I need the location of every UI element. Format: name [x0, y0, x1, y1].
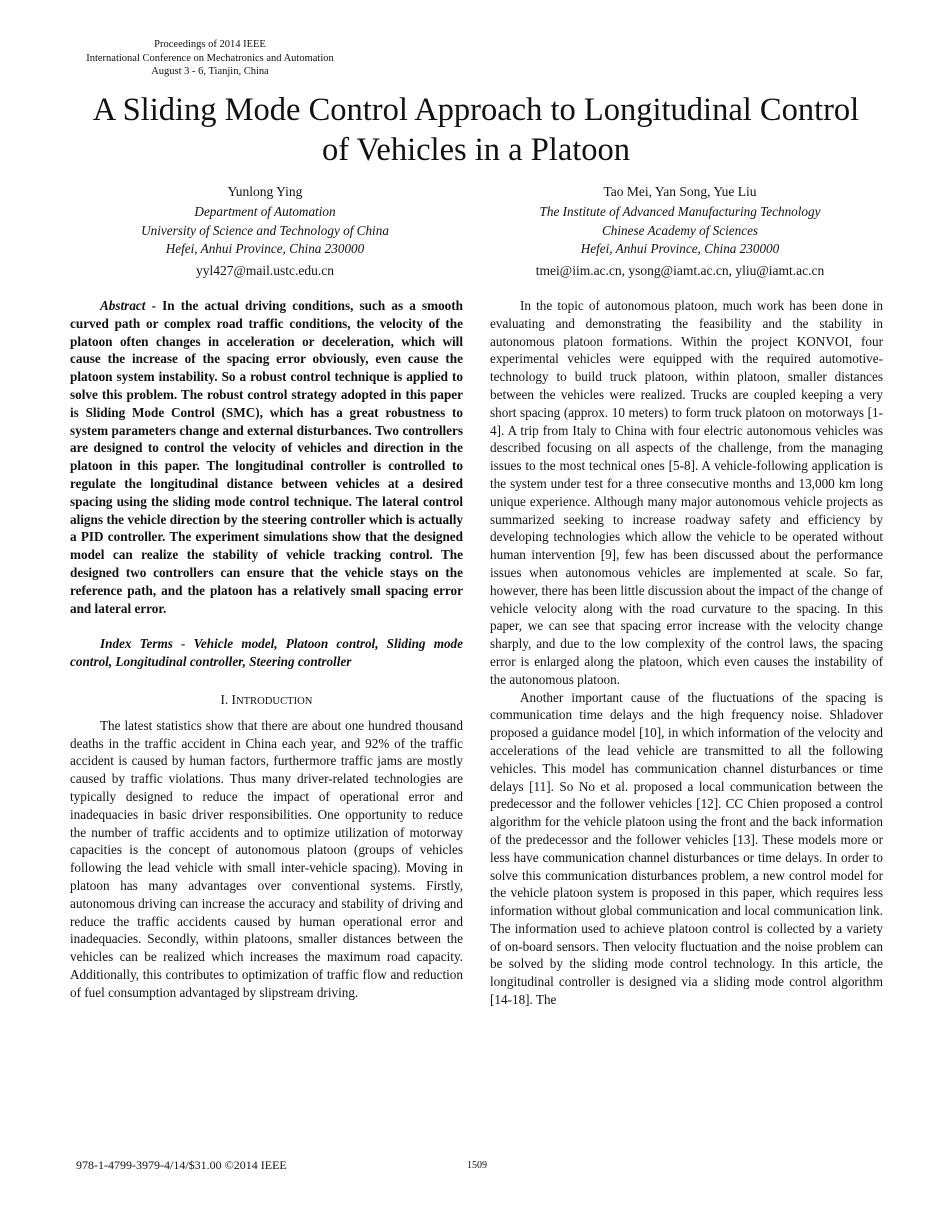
conference-info [60, 38, 360, 79]
section-heading-introduction [70, 691, 463, 711]
conference-line-2: International Conference on Mechatronics and Automation [86, 52, 334, 64]
section-number: I. I [220, 691, 236, 707]
section-title: NTRODUCTION [235, 695, 313, 707]
author-email: yyl427@mail.ustc.edu.cn [195, 262, 335, 278]
abstract [70, 297, 463, 617]
abstract-label: Abstract [100, 298, 146, 313]
conference-line-3: August 3 - 6, Tianjin, China [151, 66, 269, 77]
author-department: Department of Automation [194, 204, 336, 219]
page-number: 1509 [467, 1160, 487, 1171]
author-department: The Institute of Advanced Manufacturing Technology [539, 204, 821, 219]
author-email: tmei@iim.ac.cn, ysong@iamt.ac.cn, yliu@iamt.ac.cn [535, 262, 825, 278]
intro-paragraph: The latest statistics show that there are about one hundred thousand deaths in the traffic accident in China each year, and 92% of the traffic accident is caused by human factors, furthermore traffic jams are mostly caused by traffic violations. Thus many driver-related technologies are typically designed to reduce the impact of operational error and inadequacies in basic driver responsibilities. One opportunity to reduce the number of traffic accidents and to optimize utilization of motorway capacities is the concept of autonomous platoon (groups of vehicles following the lead vehicle with small inter-vehicle spacing). Moving in platoon has many advantages over conventional systems. Firstly, autonomous driving can increase the accuracy and stability of driving and reduce the traffic accidents caused by human operational error and inadequacies. Secondly, within platoons, smaller distances between the vehicles can be realized which increases the maximum road capacity. Additionally, this contributes to optimization of traffic flow and reduction of fuel consumption advantaged by slipstream driving. [70, 717, 463, 1000]
body-paragraph-1: In the topic of autonomous platoon, much work has been done in evaluating and demonstrating the feasibility and the stability in autonomous platoon formations. Within the project KONVOI, four experimental vehicles were equipped with the required automotive-technology to build truck platoon, within platoon, smaller distances between the vehicles were realized. Trucks are coupled keeping a very short spacing (approx. 10 meters) to form truck platoon on motorways [1-4]. A trip from Italy to China with four electric autonomous vehicles was described focusing on all aspects of the challenge, from the managing issues to the most technical ones [5-8]. A vehicle-following application is the system under test for a three consecutive months and 13,000 km long unique experience. Although many major autonomous vehicle projects as summarized seeking to increase roadway safety and efficiency by developing technologies which allow the vehicle to be operated without human intervention [9], few has been discussed about the performance issues when autonomous vehicles are implemented at scale. So far, however, there has been little discussion about the impact of the change of vehicle velocity along with the road curvature to the spacing. In this paper, we can see that spacing error increase with the velocity change sharply, and due to the low complexity of the control laws, the spacing error is enlarged along the platoon, which even causes the instability of the autonomous platoon. [490, 298, 883, 687]
body-paragraph-2: Another important cause of the fluctuations of the spacing is communication time delays and the high frequency noise. Shladover proposed a guidance model [10], in which information of the velocity and accelerations of the lead vehicle are transmitted to all the following vehicles. This model has communication channel disturbances or time delays [11]. So No et al. proposed a local communication between the predecessor and the follower vehicles [12]. CC Chien proposed a control algorithm for the vehicle platoon using the front and the back information of the predecessor and the follower vehicles [13]. These models more or less have communication channel disturbances or time delays. In order to solve this communication disturbances problem, a new control model for the vehicle platoon system is proposed in this paper, which requires less information without global communication and local communication link. The information used to achieve platoon control is collected by a variety of on-board sensors. Then velocity fluctuation and the noise problem can be solved by the sliding mode control technology. In this article, the longitudinal controller is designed via a sliding mode control algorithm [14-18]. The [490, 689, 883, 1008]
index-terms: Index Terms - Vehicle model, Platoon control, Sliding mode control, Longitudinal controller, Steering controller [70, 636, 463, 670]
left-column [70, 297, 463, 1001]
paper-title [40, 90, 912, 170]
author-name: Yunlong Ying [227, 184, 303, 199]
author-block-1 [70, 182, 460, 280]
author-block-2 [480, 182, 880, 280]
abstract-text: - In the actual driving conditions, such as a smooth curved path or complex road traffic conditions, the velocity of the platoon often changes in acceleration or deceleration, which will cause the increase of the spacing error obviously, even cause the platoon system instability. So a robust control technique is applied to solve this problem. The robust control strategy adopted in this paper is Sliding Mode Control (SMC), which has a great robustness to system parameters change and external disturbances. Two controllers are designed to control the velocity of vehicles and direction in the platoon in this paper. The longitudinal controller is controlled to regulate the longitudinal distance between vehicles at a desired spacing using the sliding mode control technique. The lateral control aligns the vehicle direction by the steering controller which is actually a PID controller. The experiment simulations show that the designed model can realize the stability of vehicle tracking control. The designed two controllers can ensure that the vehicle stays on the reference path, and the platoon has a relatively small spacing error and lateral error. [70, 298, 463, 616]
author-address: Hefei, Anhui Province, China 230000 [580, 241, 780, 256]
title-line-1: A Sliding Mode Control Approach to Longitudinal Control [92, 92, 860, 128]
right-column [490, 297, 883, 1009]
author-address: Hefei, Anhui Province, China 230000 [165, 241, 365, 256]
author-name: Tao Mei, Yan Song, Yue Liu [603, 184, 757, 199]
title-line-2: of Vehicles in a Platoon [321, 132, 631, 168]
footer-copyright: 978-1-4799-3979-4/14/$31.00 ©2014 IEEE [76, 1158, 287, 1172]
author-organization: Chinese Academy of Sciences [601, 222, 759, 238]
conference-line-1: Proceedings of 2014 IEEE [154, 39, 266, 50]
author-organization: University of Science and Technology of China [141, 222, 389, 238]
